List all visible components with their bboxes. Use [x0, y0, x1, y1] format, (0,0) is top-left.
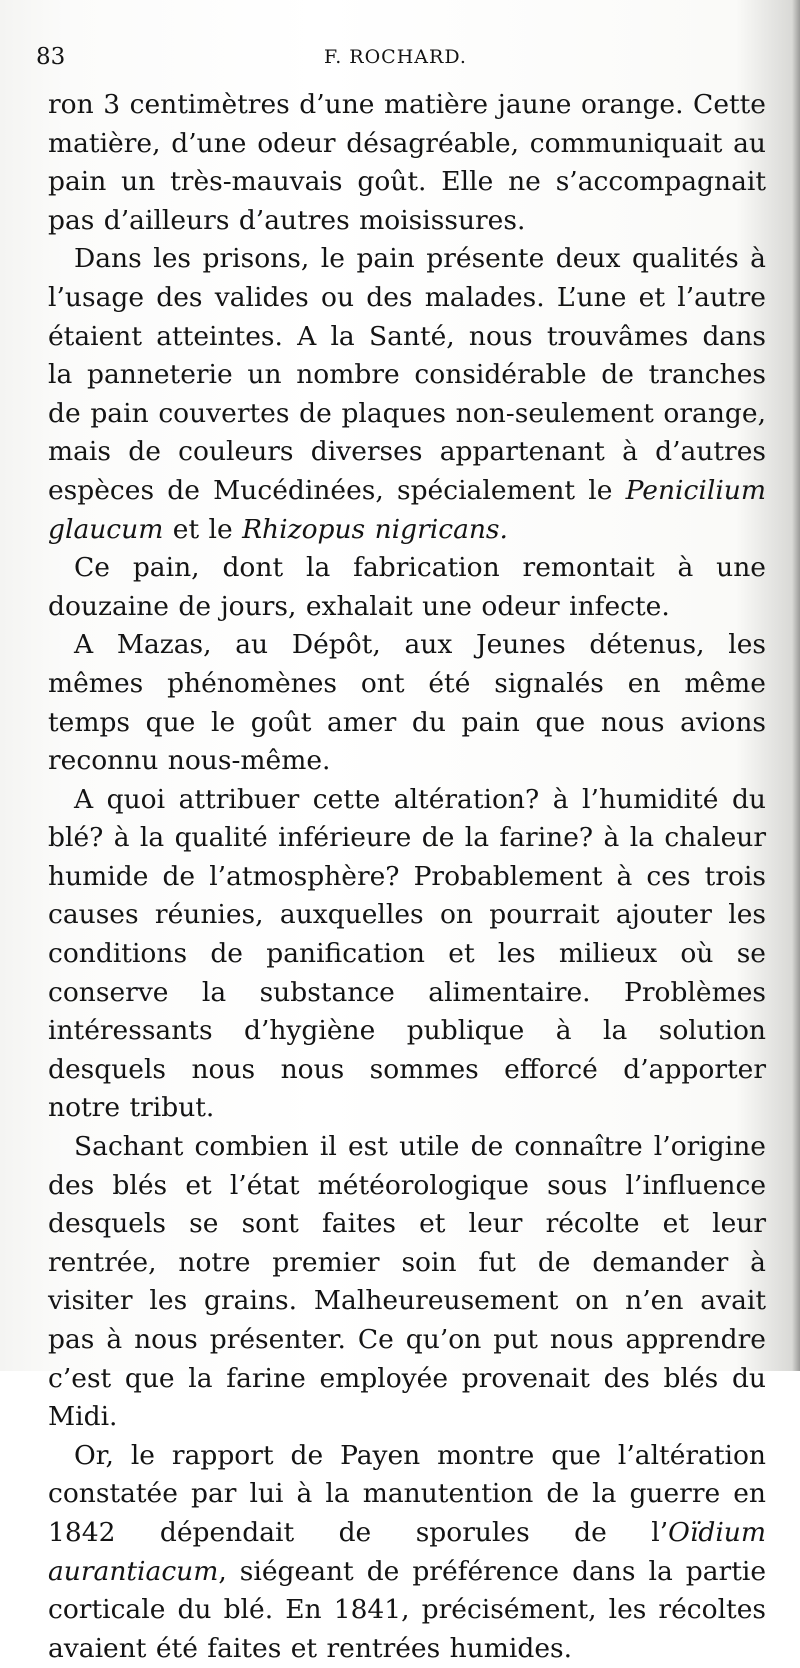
text-run: Dans les prisons, le pain présente deux qualités à l’usage des valides ou des malades. L’une et l’autre étaient atteintes. A la Santé, nous trouvâmes dans la panneterie un nombre considérable de tranches de pain couvertes de plaques non-seulement orange, mais de couleurs diverses appartenant à d’autres espèces de Mucédinées, spécialement le	[48, 243, 766, 506]
text-run: et le	[163, 513, 243, 545]
italic-term: Oïdium aurantiacum	[48, 1516, 766, 1587]
text-run: , siégeant de préférence dans la partie corticale du blé. En 1841, précisément, les récoltes avaient été faites et rentrées humides.	[48, 1555, 766, 1664]
italic-term: Rhizopus nigricans.	[242, 513, 508, 545]
body-text	[48, 86, 766, 1668]
paragraph	[48, 240, 766, 549]
text-run: Sachant combien il est utile de connaître l’origine des blés et l’état météorologique sous l’influence desquels se sont faites et leur récolte et leur rentrée, notre premier soin fut de demander à visiter les grains. Malheureusement on n’en avait pas à nous présenter. Ce qu’on put nous apprendre c’est que la farine employée provenait des blés du Midi.	[48, 1131, 766, 1433]
paragraph	[48, 86, 766, 240]
running-head: F. ROCHARD.	[324, 46, 467, 68]
page-number: 83	[36, 44, 66, 70]
paragraph	[48, 1437, 766, 1668]
text-run: Or, le rapport de Payen montre que l’altération constatée par lui à la manutention de la guerre en 1842 dépendait de sporules de l’	[48, 1439, 766, 1548]
page-header	[36, 40, 760, 70]
text-run: A Mazas, au Dépôt, aux Jeunes détenus, les mêmes phénomènes ont été signalés en même temps que le goût amer du pain que nous avions reconnu nous-même.	[48, 629, 766, 777]
text-run: Ce pain, dont la fabrication remontait à une douzaine de jours, exhalait une odeur infecte.	[48, 552, 766, 622]
paragraph	[48, 626, 766, 780]
paragraph	[48, 1128, 766, 1437]
italic-term: Penicilium glaucum	[48, 474, 766, 545]
paragraph	[48, 781, 766, 1128]
text-run: A quoi attribuer cette altération? à l’humidité du blé? à la qualité inférieure de la farine? à la chaleur humide de l’atmosphère? Probablement à ces trois causes réunies, auxquelles on pourrait ajouter les conditions de panification et les milieux où se conserve la substance alimentaire. Problèmes intéressants d’hygiène publique à la solution desquels nous nous sommes efforcé d’apporter notre tribut.	[48, 783, 766, 1124]
paragraph	[48, 549, 766, 626]
text-run: ron 3 centimètres d’une matière jaune orange. Cette matière, d’une odeur désagréable, communiquait au pain un très-mauvais goût. Elle ne s’accompagnait pas d’ailleurs d’autres moisissures.	[48, 89, 766, 236]
